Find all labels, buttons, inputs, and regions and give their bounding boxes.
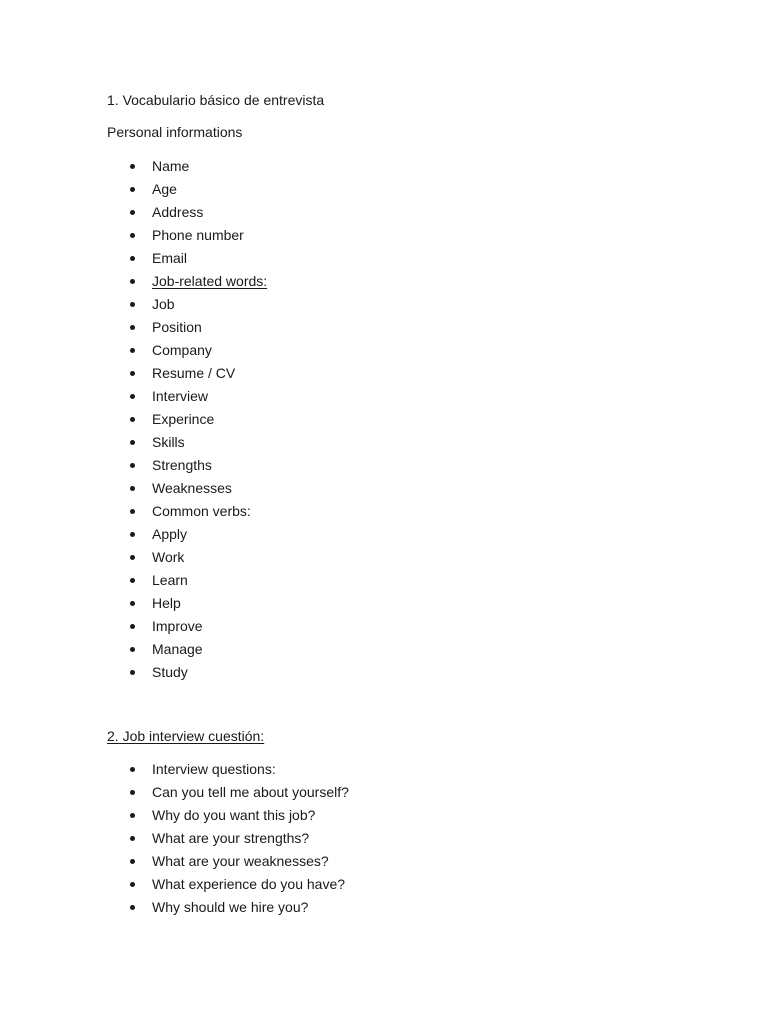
list-item-text: Resume / CV <box>152 365 236 381</box>
bullet-icon <box>130 233 135 238</box>
bullet-icon <box>130 164 135 169</box>
bullet-icon <box>130 371 135 376</box>
bullet-icon <box>130 555 135 560</box>
list-item-text: Experince <box>152 411 215 427</box>
list-item-text: Company <box>152 342 212 358</box>
bullet-icon <box>130 325 135 330</box>
list-item-text: Weaknesses <box>152 480 232 496</box>
bullet-icon <box>130 440 135 445</box>
list-item-text: Common verbs: <box>152 503 251 519</box>
bullet-icon <box>130 601 135 606</box>
bullet-icon <box>130 532 135 537</box>
bullet-icon <box>130 647 135 652</box>
section1-subtitle: Personal informations <box>107 124 243 140</box>
bullet-icon <box>130 394 135 399</box>
list-item-text: Manage <box>152 641 203 657</box>
list-item-text: Strengths <box>152 457 212 473</box>
bullet-icon <box>130 486 135 491</box>
list-item-text: Why do you want this job? <box>152 807 316 823</box>
list-item-text: Apply <box>152 526 188 542</box>
bullet-icon <box>130 187 135 192</box>
section2-title: 2. Job interview cuestión: <box>107 728 265 744</box>
bullet-icon <box>130 509 135 514</box>
list-item-text: Position <box>152 319 202 335</box>
bullet-icon <box>130 578 135 583</box>
list-item-text: Study <box>152 664 188 680</box>
list-item-text: Job-related words: <box>152 273 268 289</box>
list-item-text: Name <box>152 158 190 174</box>
section1-title: 1. Vocabulario básico de entrevista <box>107 92 325 108</box>
bullet-icon <box>130 348 135 353</box>
bullet-icon <box>130 767 135 772</box>
list-item-text: Learn <box>152 572 188 588</box>
bullet-icon <box>130 279 135 284</box>
bullet-icon <box>130 882 135 887</box>
list-item-text: Why should we hire you? <box>152 899 309 915</box>
list-item-text: Help <box>152 595 181 611</box>
list-item-text: Skills <box>152 434 185 450</box>
list-item-text: Interview questions: <box>152 761 276 777</box>
bullet-icon <box>130 302 135 307</box>
bullet-icon <box>130 670 135 675</box>
list-item-text: Interview <box>152 388 209 404</box>
list-item-text: Job <box>152 296 175 312</box>
bullet-icon <box>130 624 135 629</box>
list-item-text: Work <box>152 549 185 565</box>
bullet-icon <box>130 813 135 818</box>
bullet-icon <box>130 463 135 468</box>
list-item-text: Address <box>152 204 204 220</box>
bullet-icon <box>130 859 135 864</box>
bullet-icon <box>130 836 135 841</box>
list-item-text: What experience do you have? <box>152 876 346 892</box>
list-item-text: What are your weaknesses? <box>152 853 329 869</box>
list-item-text: Email <box>152 250 188 266</box>
bullet-icon <box>130 256 135 261</box>
bullet-icon <box>130 417 135 422</box>
list-item-text: Phone number <box>152 227 244 243</box>
bullet-icon <box>130 210 135 215</box>
list-item-text: What are your strengths? <box>152 830 310 846</box>
list-item-text: Improve <box>152 618 203 634</box>
list-item-text: Age <box>152 181 177 197</box>
bullet-icon <box>130 790 135 795</box>
list-item-text: Can you tell me about yourself? <box>152 784 349 800</box>
bullet-icon <box>130 905 135 910</box>
